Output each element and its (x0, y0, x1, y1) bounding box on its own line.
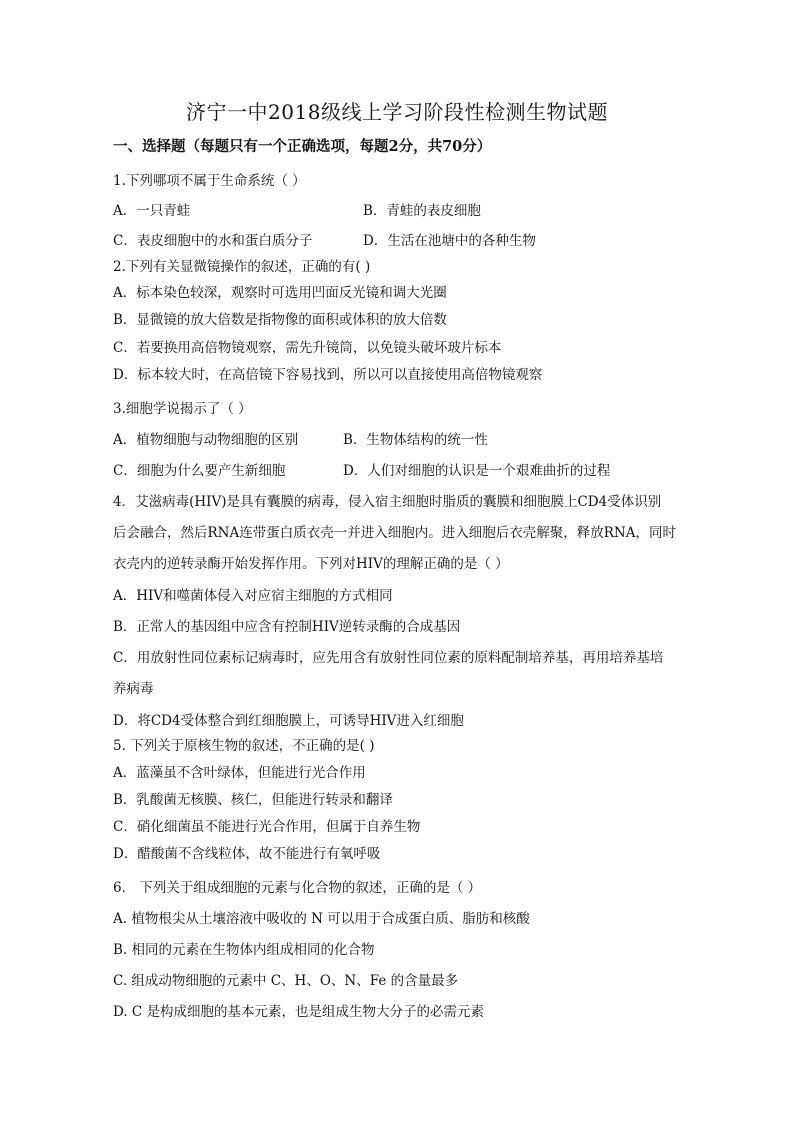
question-1-option-b: B．青蛙的表皮细胞 (363, 203, 481, 219)
question-6-stem: 6． 下列关于组成细胞的元素与化合物的叙述，正确的是（ ） (113, 880, 482, 896)
question-3-option-a: A．植物细胞与动物细胞的区别 (113, 432, 299, 448)
question-4-option-d: D．将CD4受体整合到红细胞膜上，可诱导HIV进入红细胞 (113, 713, 464, 729)
question-6-option-c: C. 组成动物细胞的元素中 C、H、O、N、Fe 的含量最多 (113, 973, 459, 989)
question-6-option-a: A. 植物根尖从土壤溶液中吸收的 N 可以用于合成蛋白质、脂肪和核酸 (113, 911, 530, 927)
question-5-option-d: D．醋酸菌不含线粒体，故不能进行有氧呼吸 (113, 846, 381, 862)
question-5-stem: 5. 下列关于原核生物的叙述，不正确的是( ) (113, 738, 375, 754)
exam-title: 济宁一中2018级线上学习阶段性检测生物试题 (186, 100, 608, 124)
question-2-option-d: D．标本较大时，在高倍镜下容易找到，所以可以直接使用高倍物镜观察 (113, 367, 543, 383)
question-1-options-row-1 (113, 202, 481, 220)
question-4-stem-line-2: 后会融合，然后RNA连带蛋白质衣壳一并进入细胞内。进入细胞后衣壳解聚，释放RNA，同时 (113, 525, 676, 541)
question-3-option-d: D．人们对细胞的认识是一个艰难曲折的过程 (343, 463, 611, 479)
question-2-option-a: A．标本染色较深，观察时可选用凹面反光镜和调大光圈 (113, 285, 447, 301)
question-3-option-c: C．细胞为什么要产生新细胞 (113, 463, 286, 479)
question-5-option-c: C．硝化细菌虽不能进行光合作用，但属于自养生物 (113, 819, 421, 835)
question-1-stem: 1.下列哪项不属于生命系统（ ） (113, 173, 306, 189)
question-1-option-a: A．一只青蛙 (113, 203, 191, 219)
question-2-option-c: C．若要换用高倍物镜观察，需先升镜筒，以免镜头破坏玻片标本 (113, 340, 502, 356)
question-3-options-row-2 (113, 462, 611, 480)
question-2-stem: 2.下列有关显微镜操作的叙述，正确的有( ) (113, 259, 371, 275)
question-4-option-c: C．用放射性同位素标记病毒时，应先用含有放射性同位素的原料配制培养基，再用培养基培 (113, 650, 664, 666)
question-4-stem-line-3: 衣壳内的逆转录酶开始发挥作用。下列对HIV的理解正确的是（ ） (113, 556, 509, 572)
question-4-option-a: A．HIV和噬菌体侵入对应宿主细胞的方式相同 (113, 588, 393, 604)
question-3-options-row-1 (113, 431, 488, 449)
question-3-option-b: B．生物体结构的统一性 (343, 432, 488, 448)
question-1-option-d: D．生活在池塘中的各种生物 (363, 233, 536, 249)
question-1-option-c: C．表皮细胞中的水和蛋白质分子 (113, 233, 313, 249)
question-4-stem-line-1: 4．艾滋病毒(HIV)是具有囊膜的病毒，侵入宿主细胞时脂质的囊膜和细胞膜上CD4受体识别 (113, 494, 662, 510)
question-4-option-c-continued: 养病毒 (113, 681, 154, 697)
question-1-options-row-2 (113, 232, 536, 250)
question-5-option-a: A．蓝藻虽不含叶绿体，但能进行光合作用 (113, 765, 366, 781)
question-6-option-d: D. C 是构成细胞的基本元素，也是组成生物大分子的必需元素 (113, 1004, 485, 1020)
question-2-option-b: B．显微镜的放大倍数是指物像的面积或体积的放大倍数 (113, 312, 447, 328)
question-6-option-b: B. 相同的元素在生物体内组成相同的化合物 (113, 942, 375, 958)
question-4-option-b: B．正常人的基因组中应含有控制HIV逆转录酶的合成基因 (113, 619, 461, 635)
section-heading: 一、选择题（每题只有一个正确选项，每题2分，共70分） (113, 138, 492, 155)
question-3-stem: 3.细胞学说揭示了（ ） (113, 401, 252, 417)
question-5-option-b: B．乳酸菌无核膜、核仁，但能进行转录和翻译 (113, 792, 393, 808)
